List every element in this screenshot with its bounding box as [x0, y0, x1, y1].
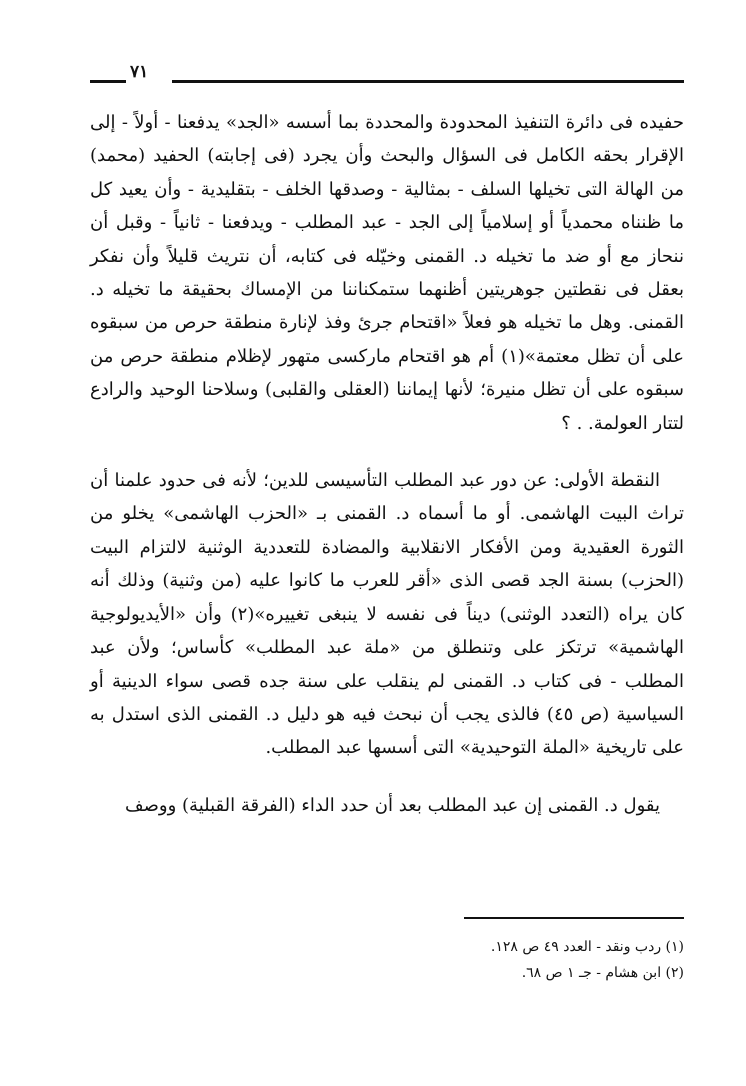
footnotes — [90, 934, 684, 986]
page-body — [90, 106, 684, 822]
page-header — [90, 62, 684, 92]
page-number: ٧١ — [130, 62, 149, 82]
footnote-2: (٢) ابن هشام - جـ ١ ص ٦٨. — [521, 965, 684, 981]
footnote-1: (١) ردب ونقد - العدد ٤٩ ص ١٢٨. — [490, 939, 684, 955]
paragraph-3: يقول د. القمنى إن عبد المطلب بعد أن حدد الداء (الفرقة القبلية) ووصف — [125, 794, 660, 816]
footnote-separator — [464, 917, 684, 919]
paragraph-2: النقطة الأولى: عن دور عبد المطلب التأسيسى للدين؛ لأنه فى حدود علمنا أن تراث البيت الهاشمى. أو ما أسماه د. القمنى بـ «الحزب الهاشمى» يخلو من الثورة العقيدية ومن الأفكار الانقلابية والمضادة للتعددية الوثنية لالتزام البيت (الحزب) بسنة الجد قصى الذى «أقر للعرب ما كانوا عليه (من وثنية) وذلك أنه كان يراه (التعدد الوثنى) ديناً فى نفسه لا ينبغى تغييره»(٢) وأن «الأيديولوجية الهاشمية» ترتكز على وتنطلق من «ملة عبد المطلب» كأساس؛ ولأن عبد المطلب - فى كتاب د. القمنى لم ينقلب على سنة جده قصى سواء الدينية أو السياسية (ص ٤٥) فالذى يجب أن نبحث فيه هو دليل د. القمنى الذى استدل به على تاريخية «الملة التوحيدية» التى أسسها عبد المطلب. — [90, 470, 684, 759]
header-rule-left — [90, 80, 126, 83]
header-rule — [172, 80, 684, 83]
paragraph-1: حفيده فى دائرة التنفيذ المحدودة والمحددة بما أسسه «الجد» يدفعنا - أولاً - إلى الإقرار بحقه الكامل فى السؤال والبحث وأن يجرد (فى إجابته) الحفيد (محمد) من الهالة التى تخيلها السلف - بمثالية - وصدقها الخلف - بتقليدية - وأن يعيد كل ما ظنناه محمدياً أو إسلامياً إلى الجد - عبد المطلب - ويدفعنا - ثانياً - وقبل أن ننحاز مع أو ضد ما تخيله د. القمنى وخيّله فى كتابه، أن نتريث قليلاً وأن نفكر بعقل فى نقطتين جوهريتين أظنهما ستمكناننا من الإمساك بحقيقة ما تخيله د. القمنى. وهل ما تخيله هو فعلاً «اقتحام جرئ وفذ لإنارة منطقة حرص من سبقوه على أن تظل معتمة»(١) أم هو اقتحام ماركسى متهور لإظلام منطقة حرص من سبقوه على أن تظل منيرة؛ لأنها إيماننا (العقلى والقلبى) وسلاحنا الوحيد والرادع لتتار العولمة. . ؟ — [90, 112, 684, 434]
